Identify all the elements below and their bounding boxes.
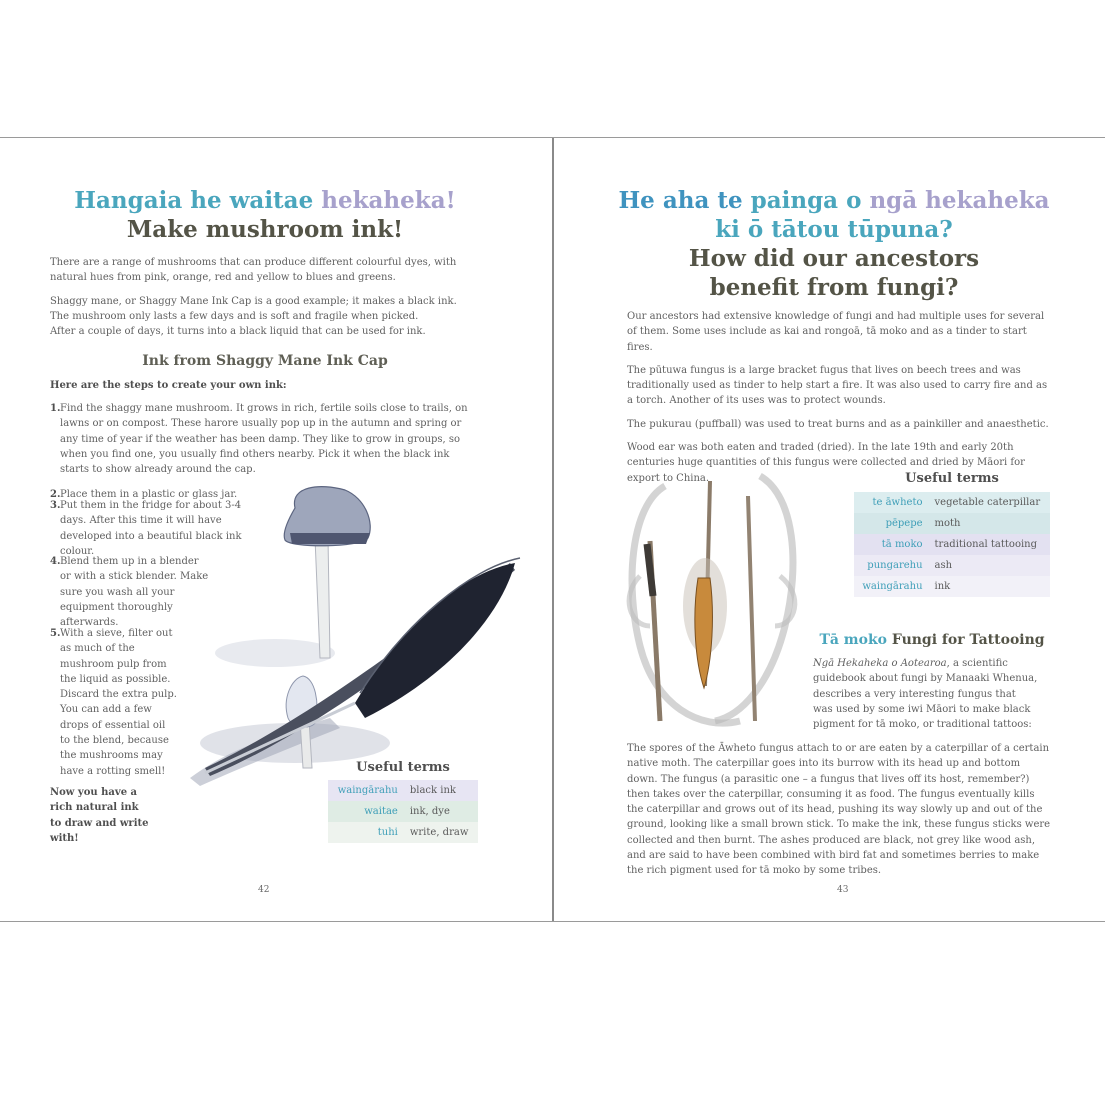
title-mi-segment-2: painga o <box>750 187 862 214</box>
title-mi-word-2: he waitae <box>190 187 314 214</box>
title-en-line-1: How did our ancestors <box>688 245 980 272</box>
intro-line-3: After a couple of days, it turns into a black liquid that can be used for ink. <box>50 326 426 338</box>
right-paragraph-1: Our ancestors had extensive knowledge of fungi and had multiple uses for several of them. Some uses include as kai and rongoā, tā moko and as a tinder to start fires. <box>627 311 1045 353</box>
page-number-left: 42 <box>258 885 270 895</box>
term-row <box>854 555 1050 576</box>
book-spread <box>0 137 1105 922</box>
right-page <box>554 138 1105 921</box>
term-mi: te āwheto <box>872 497 923 508</box>
left-terms-title: Useful terms <box>356 760 450 775</box>
left-terms-table <box>328 780 478 843</box>
term-row <box>854 576 1050 597</box>
right-paragraph-2: The pūtuwa fungus is a large bracket fugus that lives on beech trees and was traditionally used as tinder to help start a fire. It was also used to carry fire and as a torch. Another of its uses was to protect wounds. <box>627 364 1048 407</box>
left-intro <box>50 255 470 339</box>
left-useful-terms <box>328 760 478 843</box>
intro-line-2: The mushroom only lasts a few days and is soft and fragile when picked. <box>50 310 419 322</box>
left-title <box>0 186 530 244</box>
right-useful-terms <box>854 471 1050 597</box>
title-mi-segment-1: He aha te <box>618 187 743 214</box>
tattoo-section-intro: Ngā Hekaheka o Aotearoa, a scientific guidebook about fungi by Manaaki Whenua, describes a very interesting fungus that was used by some iwi Māori to make black pigment for tā moko, or traditional tattoos: <box>813 658 1038 731</box>
term-en: ink <box>934 581 951 592</box>
term-en: black ink <box>409 785 456 796</box>
term-en: traditional tattooing <box>934 539 1038 550</box>
title-mi-word-1: Hangaia <box>74 187 183 214</box>
title-en-line-2: benefit from fungi? <box>709 274 959 301</box>
step-3: 3. Put them in the fridge for about 3-4 days. After this time it will have developed into a beautiful black ink colour. <box>50 500 242 557</box>
term-row <box>854 492 1050 513</box>
steps-list-4 <box>50 626 178 779</box>
right-intro <box>627 309 1053 486</box>
term-row <box>328 780 478 801</box>
steps-intro: Here are the steps to create your own ink: <box>50 380 287 391</box>
closing-text: Now you have a rich natural ink to draw and write with! <box>50 787 149 844</box>
term-row <box>854 534 1050 555</box>
step-1: 1. Find the shaggy mane mushroom. It grows in rich, fertile soils close to trails, on lawns or on compost. These harore usually pop up in the autumn and spring or any time of year if the weather has been damp. They like to grow in groups, so when you find one, you usually find others nearby. Pick it when the black ink starts to show already around the cap. <box>50 403 468 476</box>
term-en: ash <box>934 560 953 571</box>
intro-paragraph-1: There are a range of mushrooms that can produce different colourful dyes, with natural hues from pink, orange, red and yellow to blues and greens. <box>50 257 457 284</box>
right-paragraph-4: Wood ear was both eaten and traded (dried). In the late 19th and early 20th centuries huge quantities of this fungus were collected and dried by Māori for export to China. <box>627 442 1025 484</box>
title-mi-word-3: hekaheka! <box>321 187 456 214</box>
term-en: write, draw <box>409 827 469 838</box>
intro-line-1: Shaggy mane, or Shaggy Mane Ink Cap is a good example; it makes a black ink. <box>50 295 457 307</box>
ink-subheading: Ink from Shaggy Mane Ink Cap <box>142 353 388 369</box>
term-mi: tuhi <box>377 827 398 838</box>
awheto-paragraph: The spores of the Āwheto fungus attach to or are eaten by a caterpillar of a certain native moth. The caterpillar goes into its burrow with its head up and bottom down. The fungus (a parasitic one – a fungus that lives off its host, remember?) then takes over the caterpillar, consuming it as food. The fungus eventually kills the caterpillar and grows out of its head, pushing its way slowly up and out of the ground, looking like a small brown stick. To make the ink, these fungus sticks were collected and then burnt. The ashes produced are black, not grey like wood ash, and are said to have been combined with bird fat and sometimes berries to make the rich pigment used for tā moko by some tribes. <box>627 743 1051 877</box>
term-row <box>328 822 478 843</box>
term-en: moth <box>934 518 961 529</box>
term-mi: pēpepe <box>885 518 923 529</box>
left-title-en: Make mushroom ink! <box>126 216 404 243</box>
page-number-right: 43 <box>837 885 849 895</box>
term-mi: tā moko <box>881 539 923 550</box>
step-5: 5. With a sieve, filter out as much of the mushroom pulp from the liquid as possible. Discard the extra pulp. You can add a few drops of essential oil to the blend, because the mushrooms may have a rotting smell! <box>50 628 177 777</box>
term-row <box>328 801 478 822</box>
right-title <box>544 186 1105 302</box>
tattoo-section-heading <box>812 632 1052 648</box>
left-page <box>0 138 552 921</box>
title-mi-segment-3: ngā hekaheka <box>869 187 1050 214</box>
term-row <box>854 513 1050 534</box>
term-mi: pungarehu <box>867 560 923 571</box>
term-mi: waingārahu <box>862 581 923 592</box>
right-paragraph-3: The pukurau (puffball) was used to treat burns and as a painkiller and anaesthetic. <box>627 418 1049 430</box>
term-mi: waitae <box>364 806 398 817</box>
step-4: 4. Blend them up in a blender or with a stick blender. Make sure you wash all your equipment thoroughly afterwards. <box>50 556 209 629</box>
book-title: Ngā Hekaheka o Aotearoa <box>813 658 947 669</box>
step-2: 2. Place them in a plastic or glass jar. <box>50 489 238 501</box>
right-terms-table <box>854 492 1050 597</box>
right-terms-title: Useful terms <box>905 471 999 486</box>
section-heading-mi: Tā moko <box>819 632 887 648</box>
term-en: ink, dye <box>409 806 450 817</box>
mushroom-feather-illustration <box>170 478 545 808</box>
term-mi: waingārahu <box>337 785 398 796</box>
awheto-fungus-illustration <box>620 466 805 736</box>
section-heading-en: Fungi for Tattooing <box>891 632 1045 648</box>
term-en: vegetable caterpillar <box>934 497 1041 508</box>
title-mi-line-2: ki ō tātou tūpuna? <box>715 216 953 243</box>
